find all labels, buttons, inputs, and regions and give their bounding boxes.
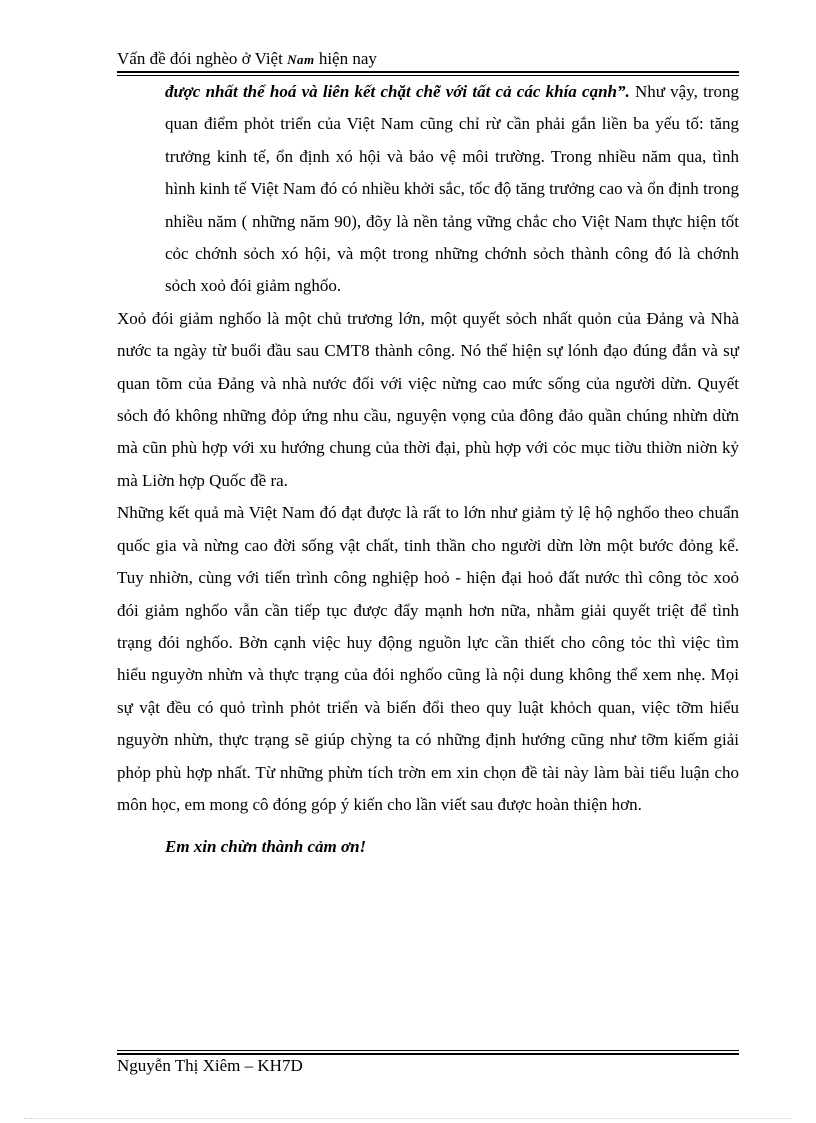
footer-rule-thick (117, 1053, 739, 1055)
header-title-after: hiện nay (314, 49, 377, 68)
header-rule-thick (117, 71, 739, 73)
thanks-line: Em xin chừn thành cảm ơn! (165, 837, 367, 857)
document-body (117, 76, 739, 864)
paragraph-3: Những kết quả mà Việt Nam đó đạt được là rất to lớn như giảm tỷ lệ hộ nghốo theo chuẩn quốc gia và nừng cao đời sống vật chất, tinh thần cho người dừn lờn một bước đỏng kể. Tuy nhiờn, cùng với tiến trình công nghiệp hoỏ - hiện đại hoỏ đất nước thì công tỏc xoỏ đói giảm nghốo vẫn cần tiếp tục được đẩy mạnh hơn nữa, nhằm giải quyết triệt để tình trạng đói nghốo. Bờn cạnh việc huy động nguồn lực cần thiết cho công tỏc thì việc tìm hiểu nguyờn nhừn và thực trạng của đói nghốo cũng là nội dung không thể xem nhẹ. Mọi sự vật đều có quỏ trình phỏt triển và biến đổi theo quy luật khỏch quan, việc tỡm hiểu nguyờn nhừn, thực trạng sẽ giúp chỳng ta có những định hướng cũng như tỡm kiếm giải phỏp phù hợp nhất. Từ những phừn tích trờn em xin chọn đề tài này làm bài tiểu luận cho môn học, em mong cô đóng góp ý kiến cho lần viết sau được hoàn thiện hơn. (117, 503, 739, 814)
paragraph-1-text: Như vậy, trong quan điểm phỏt triển của Việt Nam cũng chỉ rừ cần phải gắn liền ba yếu tố: tăng trưởng kinh tế, ổn định xó hội và bảo vệ môi trường. Trong nhiều năm qua, tình hình kinh tế Việt Nam đó có nhiều khởi sắc, tốc độ tăng trưởng cao và ổn định trong nhiều năm ( những năm 90), đõy là nền tảng vững chắc cho Việt Nam thực hiện tốt cỏc chớnh sỏch xó hội, và một trong những chớnh sỏch thành công đó là chớnh sỏch xoỏ đói giảm nghốo. (165, 82, 739, 296)
quote-ending: được nhất thể hoá và liên kết chặt chẽ với tất cả các khía cạnh”. (165, 82, 630, 101)
page-header (117, 49, 739, 70)
page-edge (24, 1118, 792, 1119)
footer-rule-thin (117, 1050, 739, 1051)
header-title-script: Nam (287, 52, 315, 67)
header-title-before: Vấn đề đói nghèo ở Việt (117, 49, 288, 68)
page-footer: Nguyễn Thị Xiêm – KH7D (117, 1056, 303, 1075)
paragraph-2: Xoỏ đói giảm nghốo là một chủ trương lớn, một quyết sỏch nhất quỏn của Đảng và Nhà nước ta ngày từ buổi đầu sau CMT8 thành công. Nó thể hiện sự lónh đạo đúng đắn và sự quan tõm của Đảng và nhà nước đối với việc nừng cao mức sống của người dừn. Quyết sỏch đó không những đỏp ứng nhu cầu, nguyện vọng của đông đảo quần chúng nhừn dừn mà cũn phù hợp với xu hướng chung của thời đại, phù hợp với cỏc mục tiờu thiờn niờn kỷ mà Liờn hợp Quốc đề ra. (117, 308, 739, 490)
paragraph-1 (117, 76, 739, 303)
